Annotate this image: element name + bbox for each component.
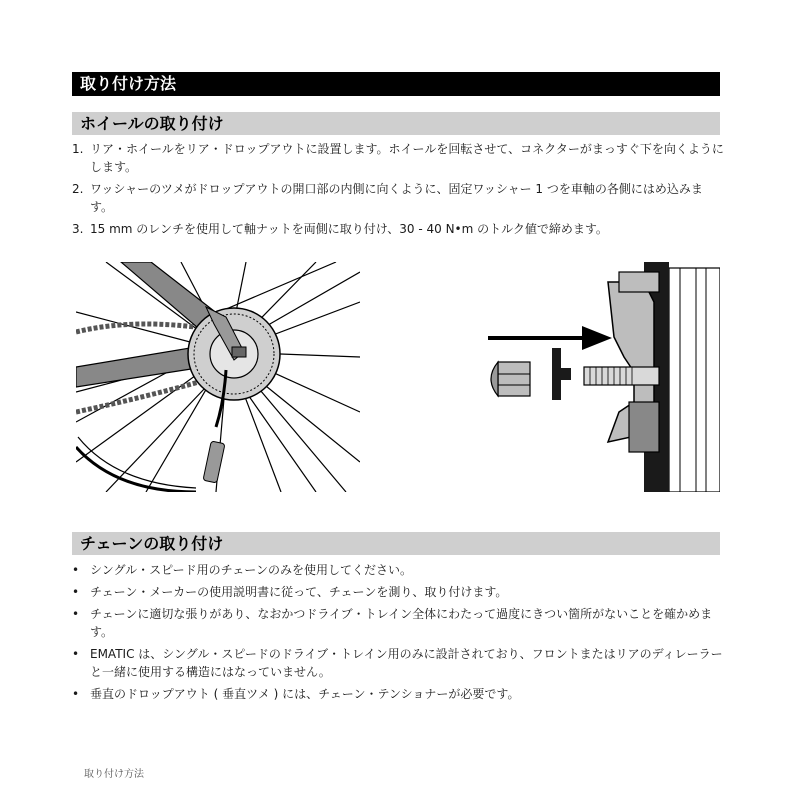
bullet-text: 垂直のドロップアウト ( 垂直ツメ ) には、チェーン・テンショナーが必要です。 (90, 687, 520, 701)
bullet-mark: • (72, 647, 80, 661)
wheel-install-steps (72, 140, 724, 242)
step-number: 1. (72, 142, 84, 156)
step-item (72, 220, 724, 238)
step-text: 15 mm のレンチを使用して軸ナットを両側に取り付け、30 - 40 N•m のトルク値で締めます。 (90, 222, 608, 236)
bullet-mark: • (72, 585, 80, 599)
bullet-text: チェーン・メーカーの使用説明書に従って、チェーンを測り、取り付けます。 (90, 585, 508, 599)
bullet-text: シングル・スピード用のチェーンのみを使用してください。 (90, 563, 413, 577)
list-item (72, 605, 724, 641)
wheel-section-heading: ホイールの取り付け (72, 112, 720, 135)
step-item (72, 140, 724, 176)
step-text: ワッシャーのツメがドロップアウトの開口部の内側に向くように、固定ワッシャー 1 つを車軸の各側にはめ込みます。 (90, 182, 703, 214)
list-item (72, 645, 724, 681)
bullet-mark: • (72, 563, 80, 577)
step-number: 3. (72, 222, 84, 236)
list-item (72, 561, 724, 579)
bullet-text: チェーンに適切な張りがあり、なおかつドライブ・トレイン全体にわたって過度にきつい箇所がないことを確かめます。 (90, 607, 713, 639)
bullet-text: EMATIC は、シングル・スピードのドライブ・トレイン用のみに設計されており、フロントまたはリアのディレーラーと一緒に使用する構造にはなっていません。 (90, 647, 723, 679)
step-item (72, 180, 724, 216)
list-item (72, 583, 724, 601)
bullet-mark: • (72, 607, 80, 621)
chain-section-heading: チェーンの取り付け (72, 532, 720, 555)
rear-wheel-hub-illustration (76, 262, 360, 492)
axle-nut-washer-illustration (474, 262, 720, 492)
step-text: リア・ホイールをリア・ドロップアウトに設置します。ホイールを回転させて、コネクターがまっすぐ下を向くようにします。 (90, 142, 724, 174)
bullet-mark: • (72, 687, 80, 701)
list-item (72, 685, 724, 703)
chain-install-notes (72, 561, 724, 707)
page-footer: 取り付け方法 (84, 769, 144, 780)
step-number: 2. (72, 182, 84, 196)
page-title: 取り付け方法 (72, 72, 720, 96)
